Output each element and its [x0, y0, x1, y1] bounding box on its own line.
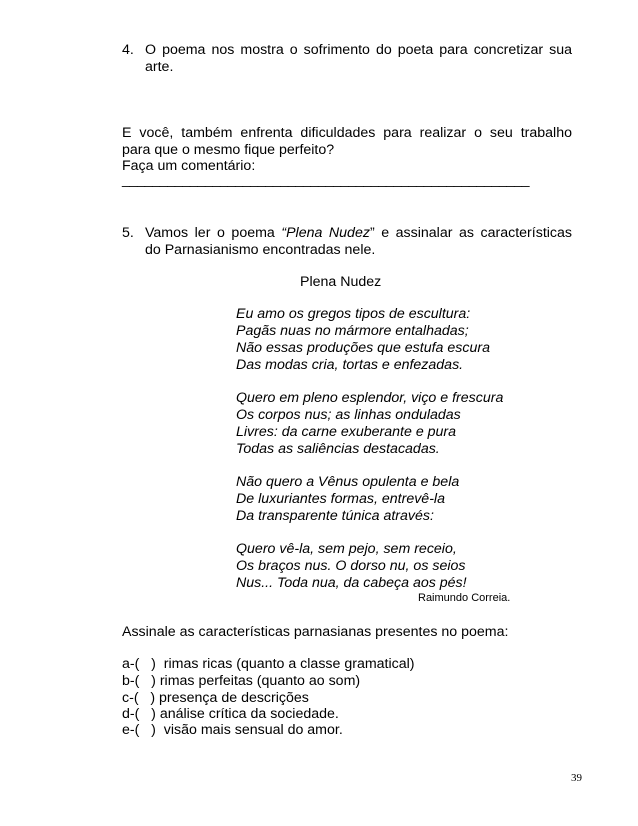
option-d: d-( ) análise crítica da sociedade. [122, 706, 339, 722]
poem-line: Não essas produções que estufa escura [236, 340, 490, 356]
question-5-number: 5. [122, 225, 134, 241]
poem-line: Eu amo os gregos tipos de escultura: [236, 306, 471, 322]
poem-author: Raimundo Correia. [418, 592, 511, 604]
poem-line: Quero em pleno esplendor, viço e frescura [236, 390, 504, 406]
poem-line: Os corpos nus; as linhas onduladas [236, 407, 461, 423]
poem-line: Nus... Toda nua, da cabeça aos pés! [236, 575, 467, 591]
question-5-line-1 [145, 225, 572, 242]
option-c: c-( ) presença de descrições [122, 690, 309, 706]
poem-line: Quero vê-la, sem pejo, sem receio, [236, 541, 457, 557]
option-e: e-( ) visão mais sensual do amor. [122, 722, 343, 738]
poem-title-reference: “Plena Nudez [281, 225, 370, 241]
question-5-text-end: ” e assinalar as características [369, 225, 572, 241]
reflection-line-1: E você, também enfrenta dificuldades para realizar o seu trabalho [122, 125, 572, 141]
option-b: b-( ) rimas perfeitas (quanto ao som) [122, 673, 361, 689]
reflection-line-3: Faça um comentário: [122, 158, 256, 174]
poem-title: Plena Nudez [300, 274, 382, 290]
task-instruction: Assinale as características parnasianas presentes no poema: [122, 624, 509, 640]
poem-line: Não quero a Vênus opulenta e bela [236, 474, 460, 490]
question-4-line-1: O poema nos mostra o sofrimento do poeta para concretizar sua [145, 42, 572, 58]
poem-line: Os braços nus. O dorso nu, os seios [236, 558, 466, 574]
poem-line: Da transparente túnica através: [236, 508, 434, 524]
question-5-text: Vamos ler o poema [145, 225, 282, 241]
question-5-line-2: do Parnasianismo encontradas nele. [145, 242, 376, 258]
poem-line: Todas as saliências destacadas. [236, 441, 440, 457]
option-a: a-( ) rimas ricas (quanto a classe gramatical) [122, 656, 415, 672]
reflection-line-2: para que o mesmo fique perfeito? [122, 142, 335, 158]
answer-line: ______________________________________________________ [122, 172, 530, 188]
poem-line: Pagãs nuas no mármore entalhadas; [236, 323, 469, 339]
question-4-line-2: arte. [145, 59, 174, 75]
poem-line: Livres: da carne exuberante e pura [236, 424, 457, 440]
poem-line: De luxuriantes formas, entrevê-la [236, 491, 445, 507]
question-4-number: 4. [122, 42, 134, 58]
page-number: 39 [571, 772, 582, 784]
poem-line: Das modas cria, tortas e enfezadas. [236, 357, 464, 373]
